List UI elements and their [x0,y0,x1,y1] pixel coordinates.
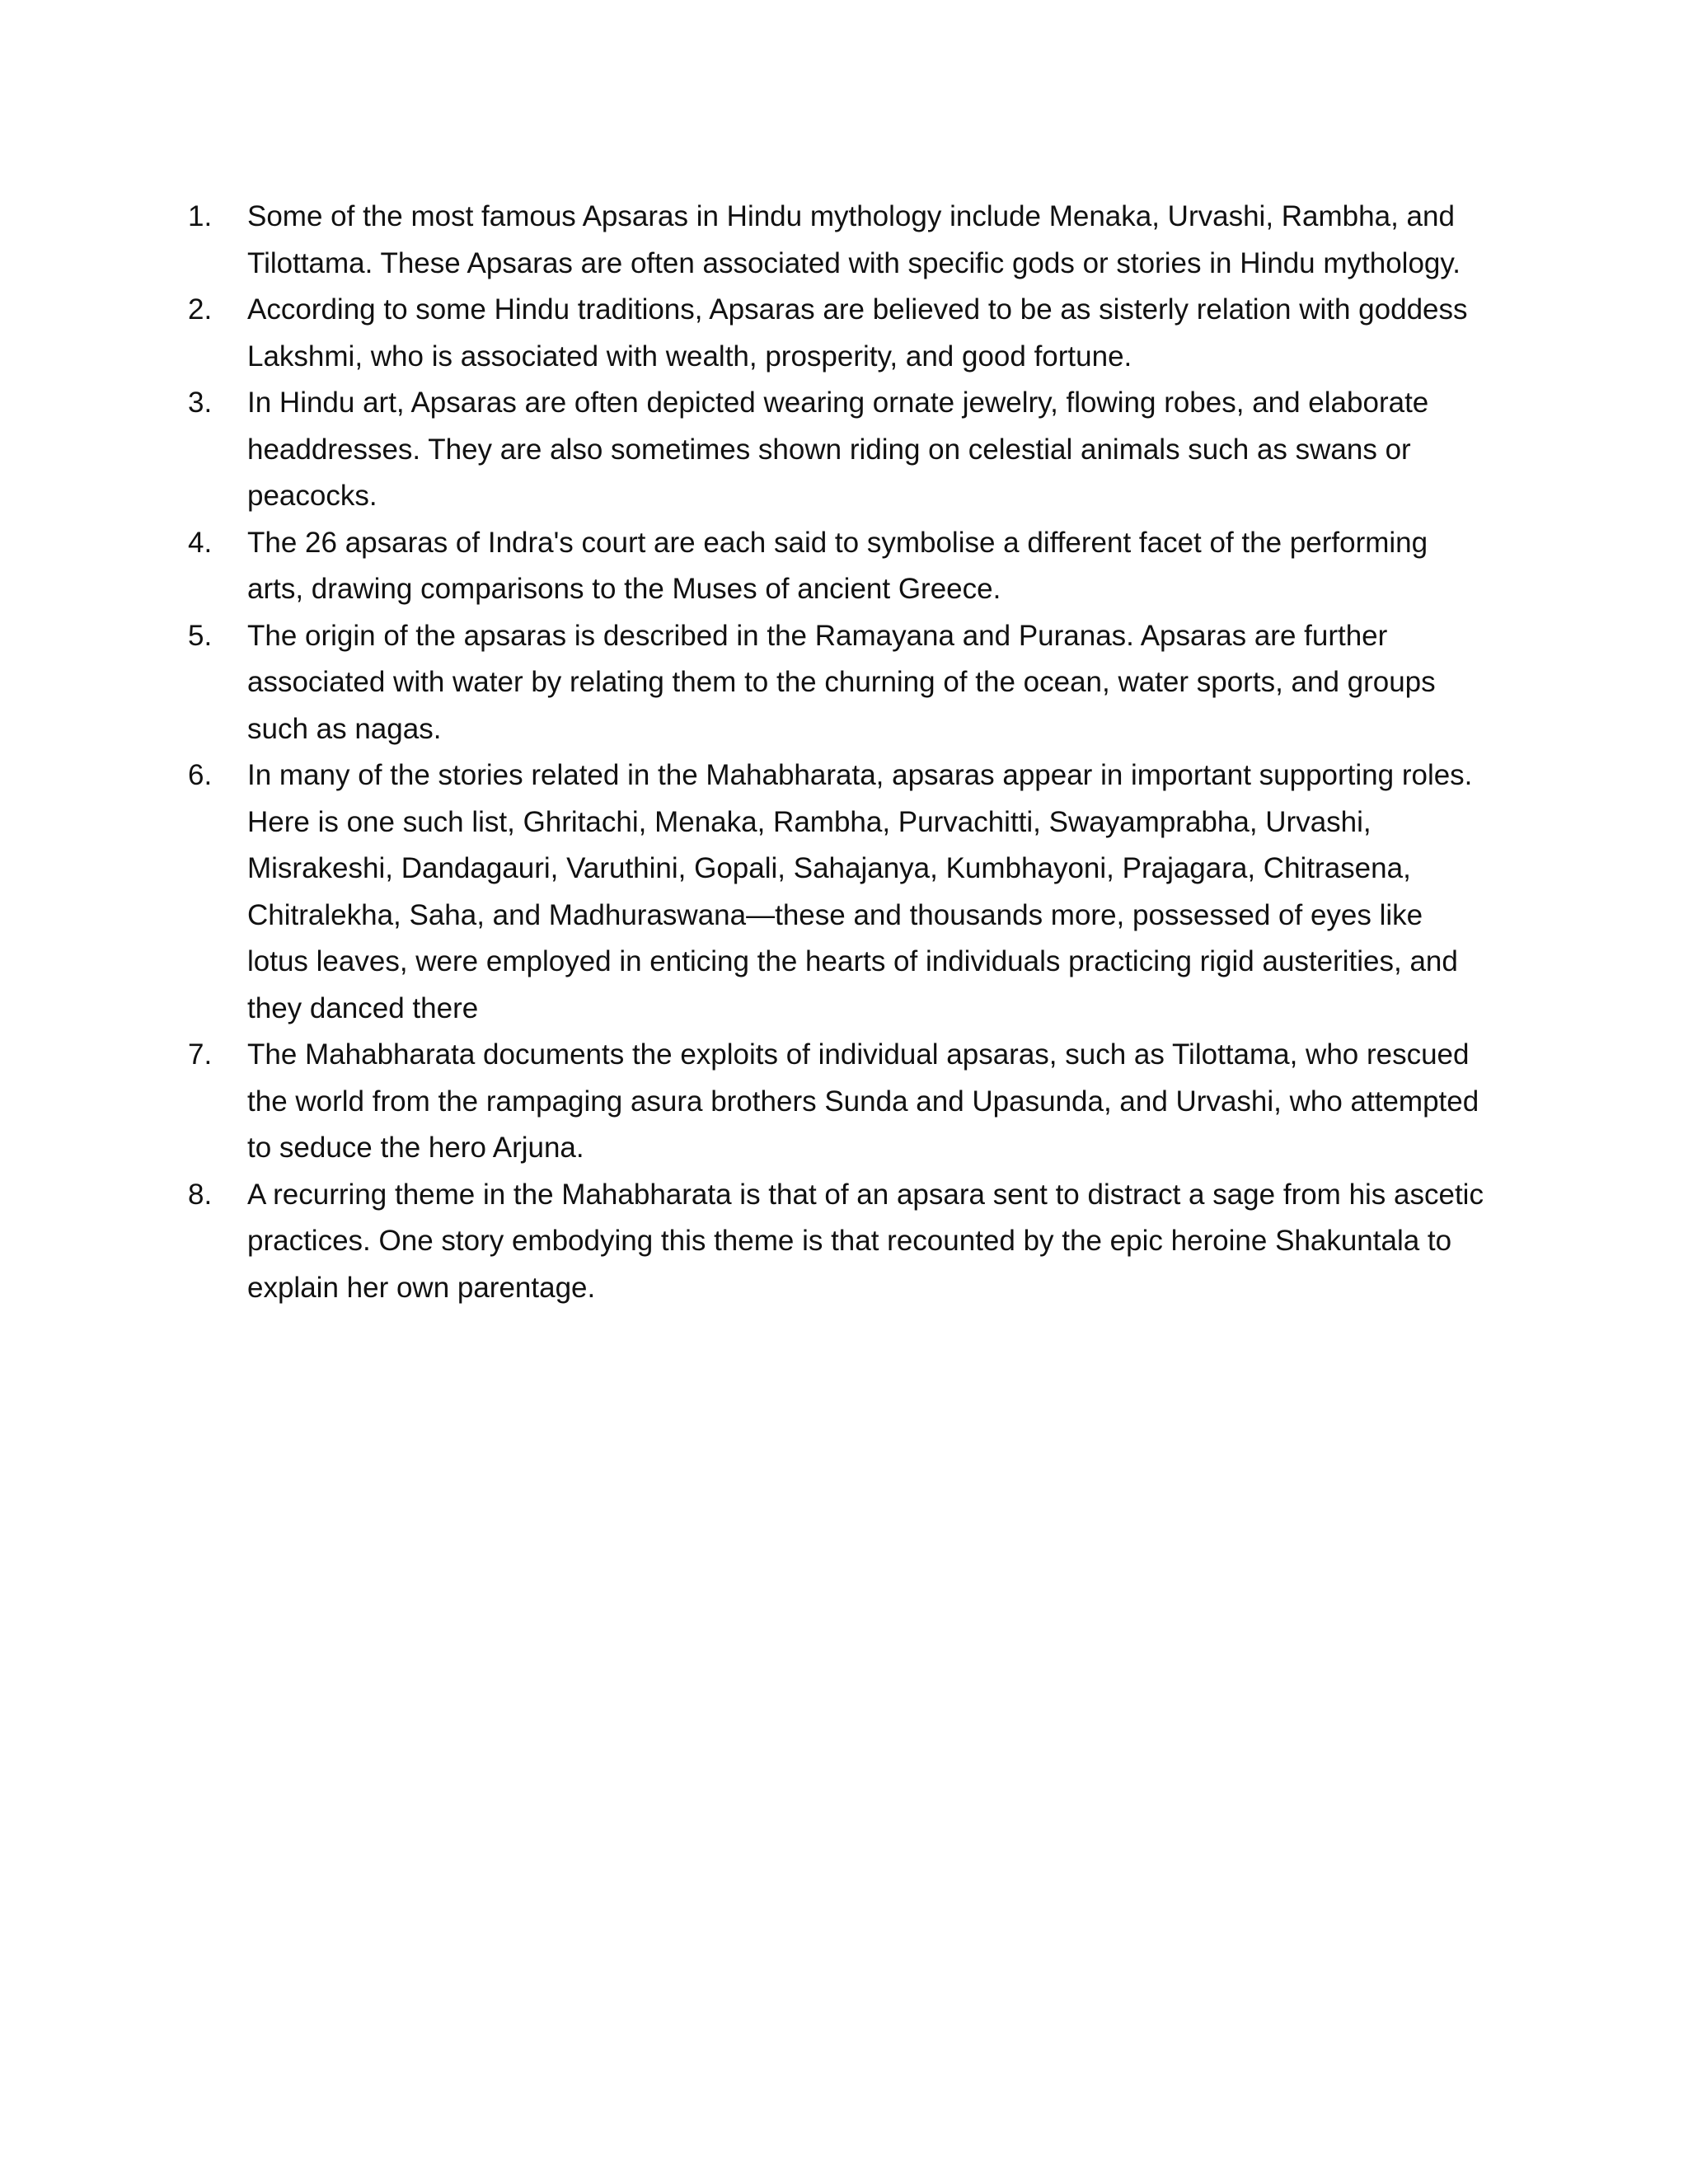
list-item-number: 5. [188,619,213,652]
list-item-text: A recurring theme in the Mahabharata is that of an apsara sent to distract a sage from his ascetic practices. One story embodying this theme is that recounted by the epic heroine Shakuntala to explain her own parentage. [247,1178,1484,1304]
list-item-text: In Hindu art, Apsaras are often depicted wearing ornate jewelry, flowing robes, and elaborate headdresses. They are also sometimes shown riding on celestial animals such as swans or peacocks. [247,387,1429,512]
list-item-number: 1. [188,200,213,232]
list-item-number: 6. [188,759,213,791]
list-item-text: According to some Hindu traditions, Apsaras are believed to be as sisterly relation with goddess Lakshmi, who is associated with wealth, prosperity, and good fortune. [247,293,1468,373]
list-item [188,1032,1490,1172]
list-item [188,380,1490,520]
list-item-text: The origin of the apsaras is described in the Ramayana and Puranas. Apsaras are further associated with water by relating them to the churning of the ocean, water sports, and groups such as nagas. [247,619,1436,745]
list-item-text: The Mahabharata documents the exploits of individual apsaras, such as Tilottama, who rescued the world from the rampaging asura brothers Sunda and Upasunda, and Urvashi, who attempted to seduce the hero Arjuna. [247,1038,1479,1164]
numbered-list [188,194,1490,1311]
list-item-number: 8. [188,1178,213,1211]
list-item [188,752,1490,1032]
list-item [188,613,1490,753]
list-item [188,194,1490,287]
list-item-number: 7. [188,1038,213,1071]
list-item-text: Some of the most famous Apsaras in Hindu mythology include Menaka, Urvashi, Rambha, and Tilottama. These Apsaras are often associated with specific gods or stories in Hindu mythology. [247,200,1461,279]
list-item-number: 4. [188,526,213,559]
list-item [188,287,1490,380]
list-item [188,520,1490,613]
list-item [188,1172,1490,1312]
list-item-text: In many of the stories related in the Mahabharata, apsaras appear in important supporting roles. Here is one such list, Ghritachi, Menaka, Rambha, Purvachitti, Swayamprabha, Urvashi, Misrakeshi, Dandagauri, Varuthini, Gopali, Sahajanya, Kumbhayoni, Prajagara, Chitrasena, Chitralekha, Saha, and Madhuraswana—these and thousands more, possessed of eyes like lotus leaves, were employed in enticing the hearts of individuals practicing rigid austerities, and they danced there [247,759,1473,1024]
list-item-number: 3. [188,387,213,419]
list-item-number: 2. [188,293,213,326]
list-item-text: The 26 apsaras of Indra's court are each said to symbolise a different facet of the performing arts, drawing comparisons to the Muses of ancient Greece. [247,526,1428,605]
